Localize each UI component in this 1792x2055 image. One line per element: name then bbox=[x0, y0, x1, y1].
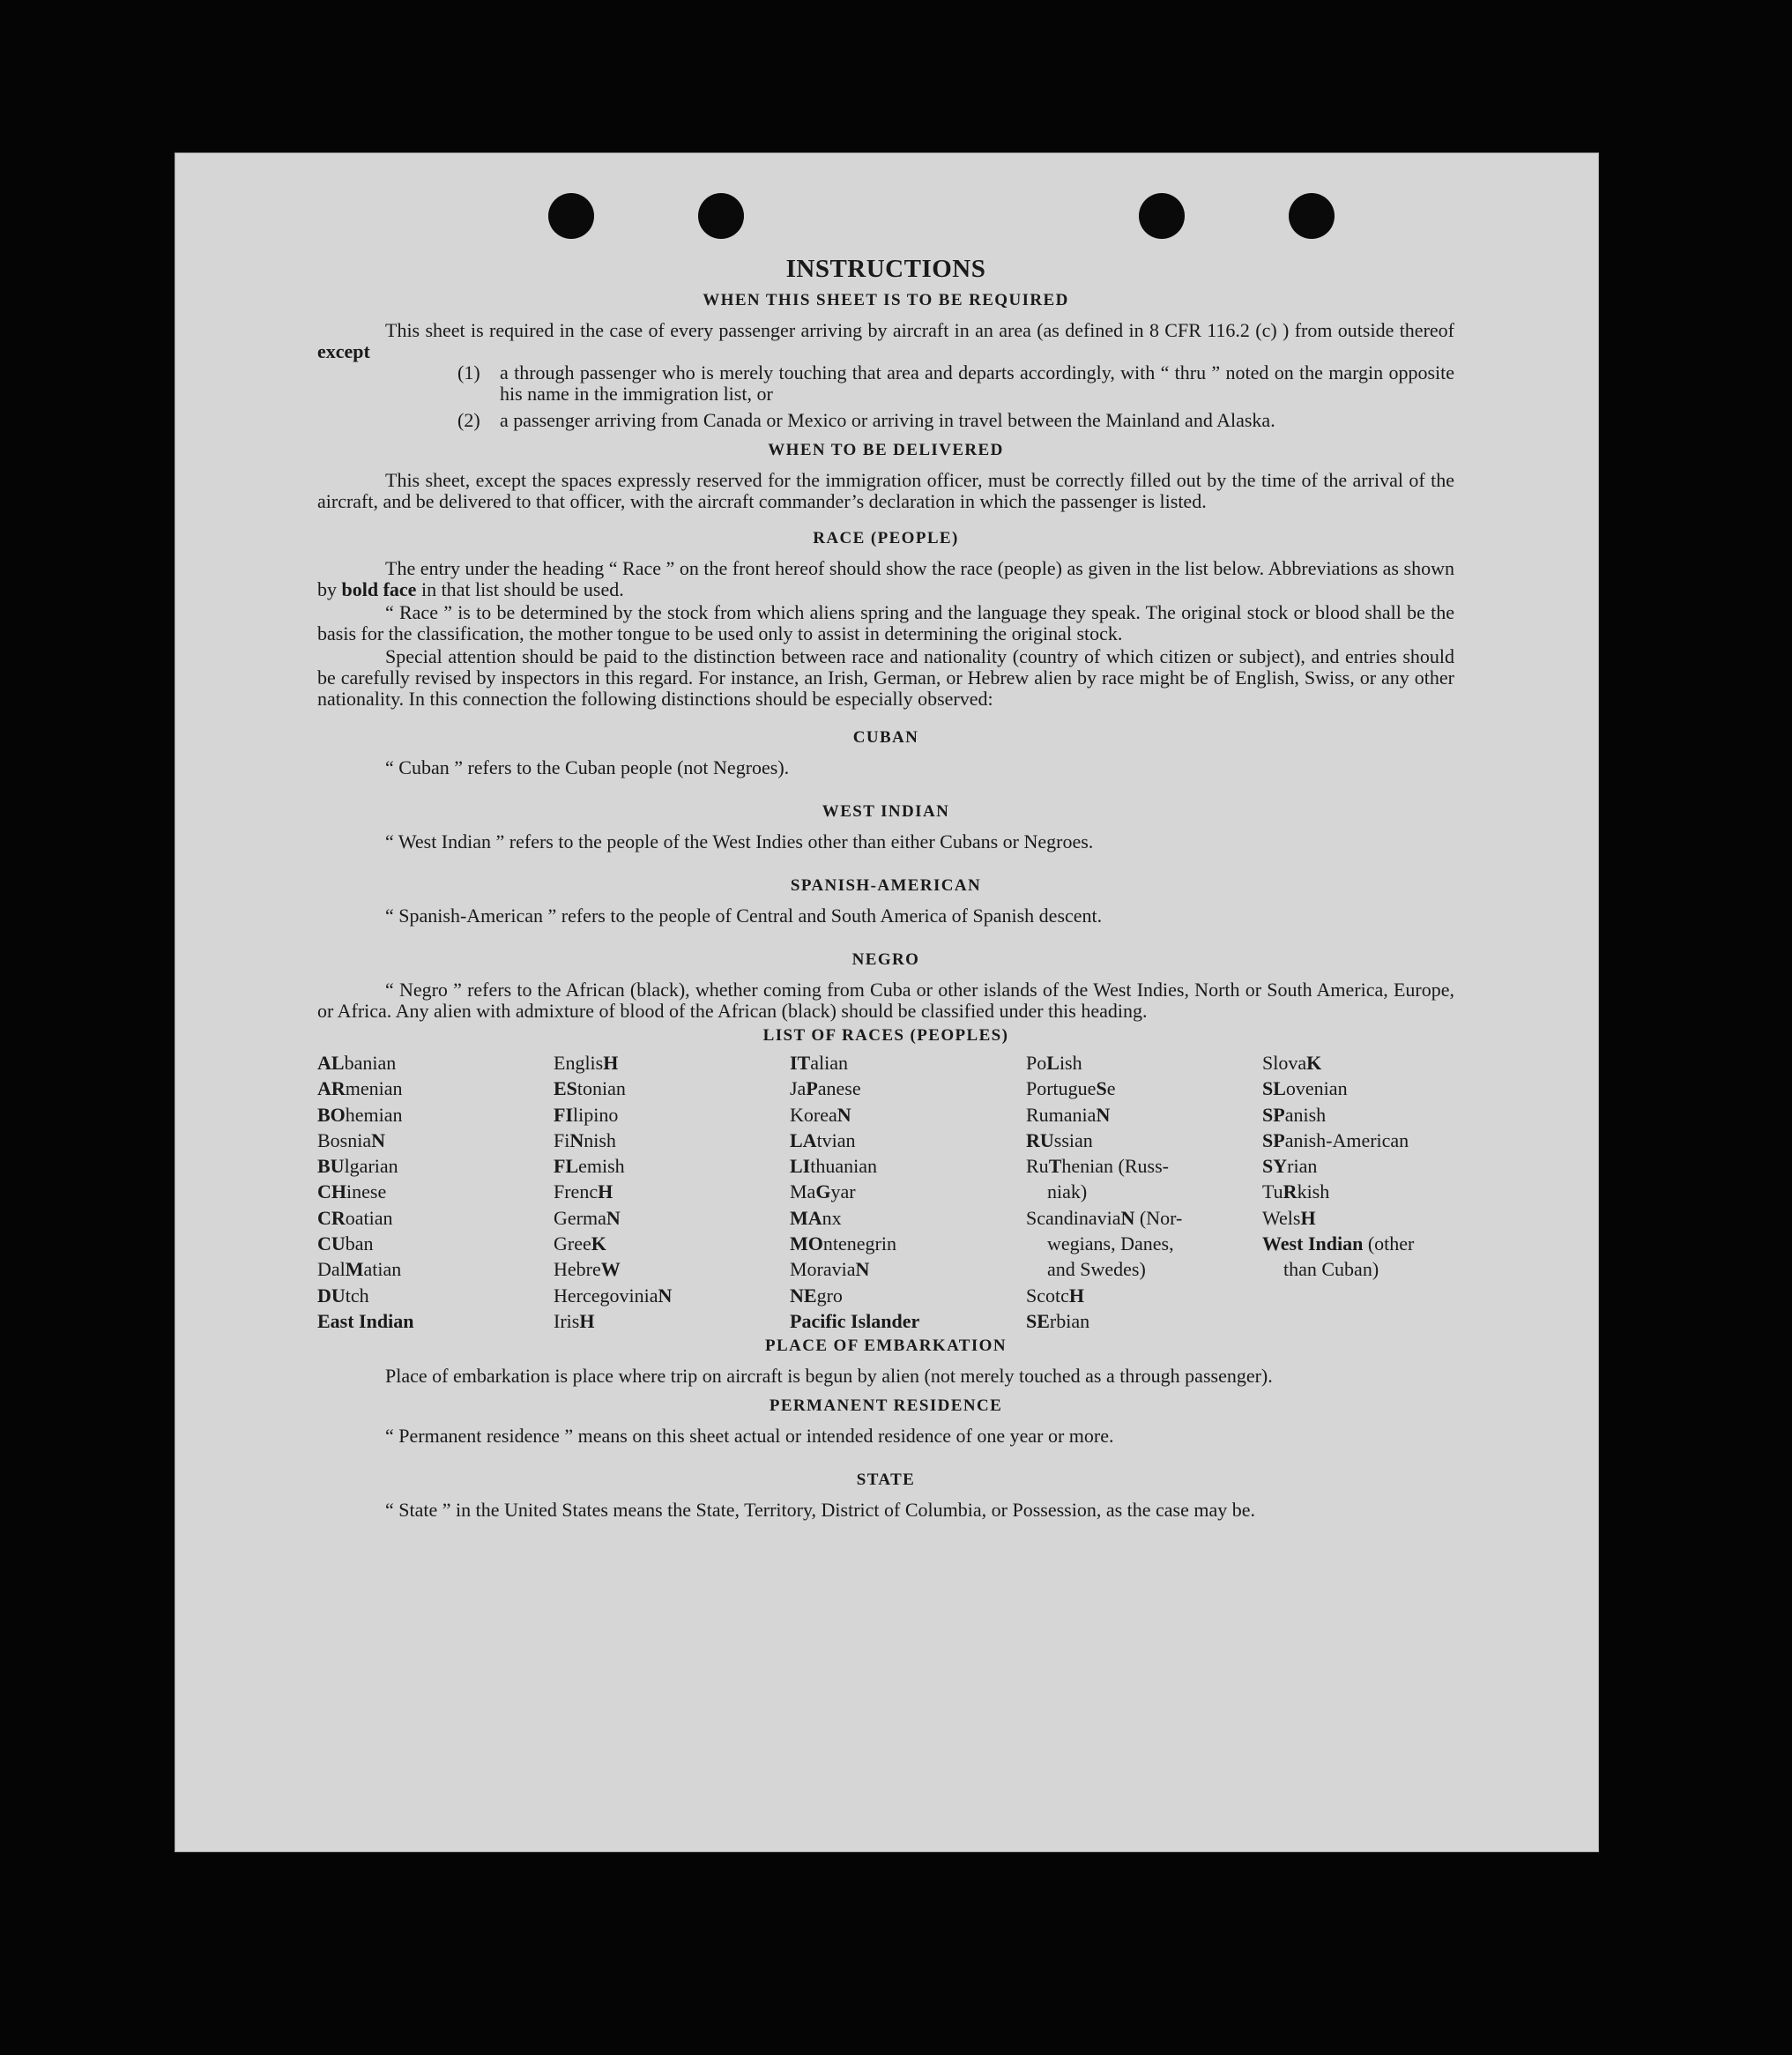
race-entry: ARmenian bbox=[317, 1077, 403, 1100]
race-entry: ITalian bbox=[790, 1052, 849, 1074]
instruction-sheet bbox=[175, 153, 1599, 1852]
race-entry: MaGyar bbox=[790, 1180, 856, 1203]
race-entry: RuThenian (Russ- bbox=[1026, 1155, 1169, 1178]
cuban-text: “ Cuban ” refers to the Cuban people (not Negroes). bbox=[385, 756, 790, 778]
race-entry: NEgro bbox=[790, 1284, 843, 1307]
race-entry: BosniaN bbox=[317, 1128, 386, 1151]
race-entry: GermaN bbox=[554, 1206, 621, 1229]
heading-spanish-american: SPANISH-AMERICAN bbox=[790, 876, 982, 895]
race-entry: WelsH bbox=[1262, 1206, 1316, 1229]
item-number: (2) bbox=[457, 409, 480, 431]
heading-state: STATE bbox=[856, 1471, 916, 1490]
race-entry: RumaniaN bbox=[1026, 1103, 1111, 1126]
race-p1-end: in that list should be used. bbox=[420, 578, 624, 600]
race-entry: East Indian bbox=[317, 1309, 414, 1332]
race-entry: West Indian (other bbox=[1262, 1232, 1415, 1255]
race-entry: and Swedes) bbox=[1047, 1258, 1146, 1281]
races-column bbox=[554, 1050, 790, 1334]
race-entry: FIlipino bbox=[554, 1103, 619, 1126]
race-entry: FiNnish bbox=[554, 1128, 616, 1151]
race-paragraph-1 bbox=[317, 558, 1454, 600]
heading-west-indian: WEST INDIAN bbox=[822, 802, 950, 821]
race-entry: FrencH bbox=[554, 1180, 613, 1203]
spanish-american-text: “ Spanish-American ” refers to the people of Central and South America of Spanish descent. bbox=[385, 905, 1103, 927]
heading-list-of-races: LIST OF RACES (PEOPLES) bbox=[762, 1026, 1009, 1045]
race-entry: BUlgarian bbox=[317, 1155, 398, 1178]
race-entry: PortugueSe bbox=[1026, 1077, 1116, 1100]
west-indian-text: “ West Indian ” refers to the people of the West Indies other than either Cubans or Negroes. bbox=[385, 830, 1094, 853]
races-column bbox=[317, 1050, 554, 1334]
heading-race: RACE (PEOPLE) bbox=[813, 529, 959, 547]
race-entry: wegians, Danes, bbox=[1047, 1232, 1174, 1255]
required-intro-text: This sheet is required in the case of every passenger arriving by aircraft in an area (as defined in 8 CFR 116.2 (c) ) from outside thereof bbox=[385, 319, 1454, 341]
race-entry: MOntenegrin bbox=[790, 1232, 896, 1255]
race-entry: SLovenian bbox=[1262, 1077, 1348, 1100]
heading-embarkation: PLACE OF EMBARKATION bbox=[765, 1336, 1007, 1356]
item-text: a passenger arriving from Canada or Mexico or arriving in travel between the Mainland and Alaska. bbox=[500, 409, 1275, 431]
race-entry: DalMatian bbox=[317, 1258, 402, 1281]
heading-permanent-residence: PERMANENT RESIDENCE bbox=[769, 1396, 1003, 1416]
heading-when-required: WHEN THIS SHEET IS TO BE REQUIRED bbox=[703, 291, 1069, 309]
race-entry: SYrian bbox=[1262, 1155, 1318, 1178]
race-entry: FLemish bbox=[554, 1155, 625, 1178]
state-text: “ State ” in the United States means the State, Territory, District of Columbia, or Possession, as the case may be. bbox=[385, 1499, 1256, 1522]
races-column bbox=[1026, 1050, 1262, 1334]
race-entry: CUban bbox=[317, 1232, 374, 1255]
delivered-text: This sheet, except the spaces expressly reserved for the immigration officer, must be correctly filled out by the time of the arrival of the aircraft, and be delivered to that officer, with the aircraft commander’s declaration in which the passenger is listed. bbox=[317, 469, 1454, 512]
item-number: (1) bbox=[457, 361, 480, 383]
race-entry: MoraviaN bbox=[790, 1258, 870, 1281]
race-entry: RUssian bbox=[1026, 1128, 1093, 1151]
negro-text: “ Negro ” refers to the African (black), whether coming from Cuba or other islands of the West Indies, North or South America, Europe, or Africa. Any alien with admixture of blood of the African (black) should be classified under this heading. bbox=[317, 979, 1454, 1022]
race-entry: SPanish-American bbox=[1262, 1128, 1409, 1151]
race-p1-text: The entry under the heading “ Race ” on the front hereof should show the race (people) as given in the list below. Abbreviations as shown by bbox=[317, 557, 1454, 600]
races-list bbox=[317, 1050, 1454, 1334]
heading-negro: NEGRO bbox=[851, 950, 920, 969]
race-entry: GreeK bbox=[554, 1232, 606, 1255]
race-entry: ALbanian bbox=[317, 1052, 397, 1074]
punch-hole-1 bbox=[548, 193, 594, 239]
race-entry: EStonian bbox=[554, 1077, 626, 1100]
race-entry: SErbian bbox=[1026, 1309, 1090, 1332]
permanent-residence-text: “ Permanent residence ” means on this sheet actual or intended residence of one year or more. bbox=[385, 1425, 1114, 1448]
heading-cuban: CUBAN bbox=[852, 728, 919, 747]
race-entry: HebreW bbox=[554, 1258, 621, 1281]
race-entry: ScandinaviaN (Nor- bbox=[1026, 1206, 1183, 1229]
embarkation-text: Place of embarkation is place where trip on aircraft is begun by alien (not merely touched as a through passenger). bbox=[385, 1365, 1273, 1388]
race-entry: TuRkish bbox=[1262, 1180, 1330, 1203]
punch-hole-3 bbox=[1139, 193, 1185, 239]
race-entry: CRoatian bbox=[317, 1206, 393, 1229]
race-entry: PoLish bbox=[1026, 1052, 1082, 1074]
race-entry: KoreaN bbox=[790, 1103, 851, 1126]
race-entry: niak) bbox=[1047, 1180, 1088, 1203]
required-item bbox=[317, 362, 1454, 405]
required-intro bbox=[317, 320, 1454, 362]
race-entry: SlovaK bbox=[1262, 1052, 1322, 1074]
instructions-content bbox=[317, 255, 1454, 1522]
race-paragraph-2: “ Race ” is to be determined by the stock from which aliens spring and the language they speak. The original stock or blood shall be the basis for the classification, the mother tongue to be used only to assist in determining the original stock. bbox=[317, 601, 1454, 644]
race-entry: MAnx bbox=[790, 1206, 842, 1229]
race-entry: HercegoviniaN bbox=[554, 1284, 673, 1307]
required-item bbox=[317, 410, 1454, 431]
heading-when-delivered: WHEN TO BE DELIVERED bbox=[768, 441, 1004, 459]
races-column bbox=[1262, 1050, 1454, 1334]
race-entry: IrisH bbox=[554, 1309, 595, 1332]
race-entry: DUtch bbox=[317, 1284, 369, 1307]
races-column bbox=[790, 1050, 1026, 1334]
race-entry: CHinese bbox=[317, 1180, 387, 1203]
page-title: INSTRUCTIONS bbox=[785, 255, 986, 283]
race-entry: LAtvian bbox=[790, 1128, 856, 1151]
race-entry: than Cuban) bbox=[1283, 1258, 1379, 1281]
race-paragraph-3: Special attention should be paid to the distinction between race and nationality (country of which citizen or subject), and entries should be carefully revised by inspectors in this regard. For instance, an Irish, German, or Hebrew alien by race might be of English, Swiss, or any other nationality. In this connection the following distinctions should be especially observed: bbox=[317, 645, 1454, 710]
race-entry: ScotcH bbox=[1026, 1284, 1085, 1307]
race-entry: SPanish bbox=[1262, 1103, 1327, 1126]
race-p1-bold: bold face bbox=[341, 578, 417, 600]
punch-hole-2 bbox=[698, 193, 744, 239]
required-intro-except: except bbox=[317, 340, 370, 362]
race-entry: EnglisH bbox=[554, 1052, 619, 1074]
race-entry: JaPanese bbox=[790, 1077, 861, 1100]
item-text: a through passenger who is merely touching that area and departs accordingly, with “ thru ” noted on the margin opposite his name in the immigration list, or bbox=[500, 361, 1454, 405]
race-entry: BOhemian bbox=[317, 1103, 403, 1126]
punch-hole-4 bbox=[1289, 193, 1335, 239]
race-entry: LIthuanian bbox=[790, 1155, 878, 1178]
race-entry: Pacific Islander bbox=[790, 1309, 920, 1332]
